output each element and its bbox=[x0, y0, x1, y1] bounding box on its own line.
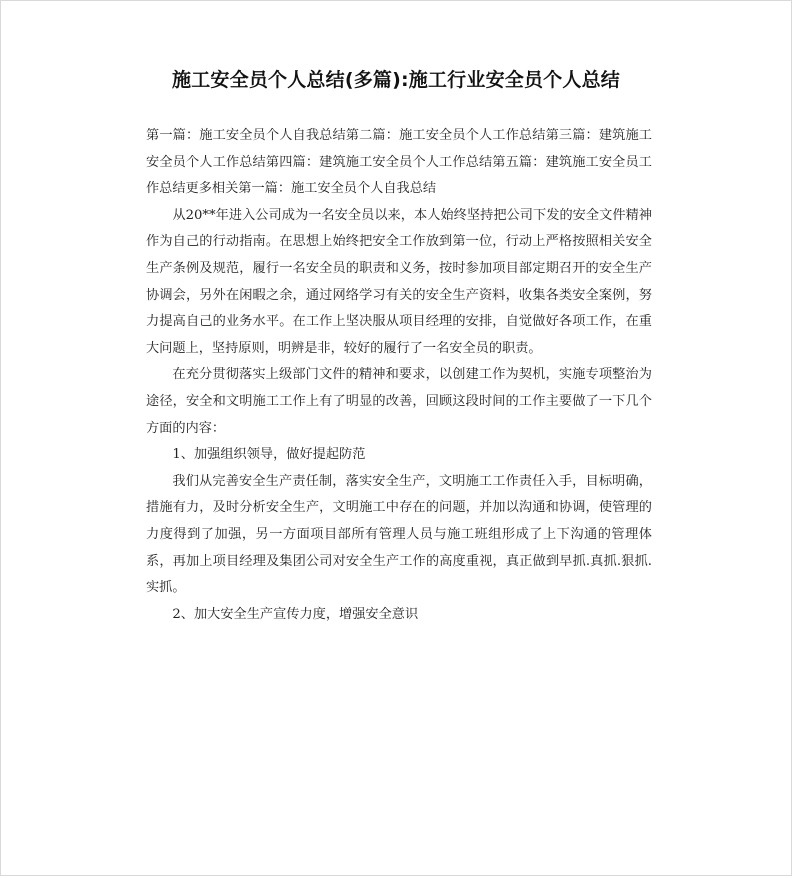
document-body bbox=[146, 123, 652, 628]
section-heading: 1、加强组织领导，做好提起防范 bbox=[172, 447, 366, 463]
body-paragraph: 我们从完善安全生产责任制，落实安全生产，文明施工工作责任入手，目标明确，措施有力，及时分析安全生产，文明施工中存在的问题，并加以沟通和协调，使管理的力度得到了加强，另一方面项目部所有管理人员与施工班组形成了上下沟通的管理体系，再加上项目经理及集团公司对安全生产工作的高度重视，真正做到早抓.真抓.狠抓.实抓。 bbox=[146, 473, 652, 596]
body-paragraph: 从20**年进入公司成为一名安全员以来，本人始终坚持把公司下发的安全文件精神作为自己的行动指南。在思想上始终把安全工作放到第一位，行动上严格按照相关安全生产条例及规范，履行一名安全员的职责和义务，按时参加项目部定期召开的安全生产协调会，另外在闲暇之余，通过网络学习有关的安全生产资料，收集各类安全案例，努力提高自己的业务水平。在工作上坚决服从项目经理的安排，自觉做好各项工作，在重大问题上，坚持原则，明辨是非，较好的履行了一名安全员的职责。 bbox=[146, 207, 652, 356]
body-paragraph: 在充分贯彻落实上级部门文件的精神和要求，以创建工作为契机，实施专项整治为途径，安全和文明施工工作上有了明显的改善，回顾这段时间的工作主要做了一下几个方面的内容： bbox=[146, 367, 652, 436]
section-heading: 2、加大安全生产宣传力度，增强安全意识 bbox=[172, 606, 419, 622]
document-title: 施工安全员个人总结(多篇):施工行业安全员个人总结 bbox=[172, 69, 620, 91]
intro-paragraph: 第一篇：施工安全员个人自我总结第二篇：施工安全员个人工作总结第三篇：建筑施工安全员个人工作总结第四篇：建筑施工安全员个人工作总结第五篇：建筑施工安全员工作总结更多相关第一篇：施工安全员个人自我总结 bbox=[146, 128, 652, 197]
